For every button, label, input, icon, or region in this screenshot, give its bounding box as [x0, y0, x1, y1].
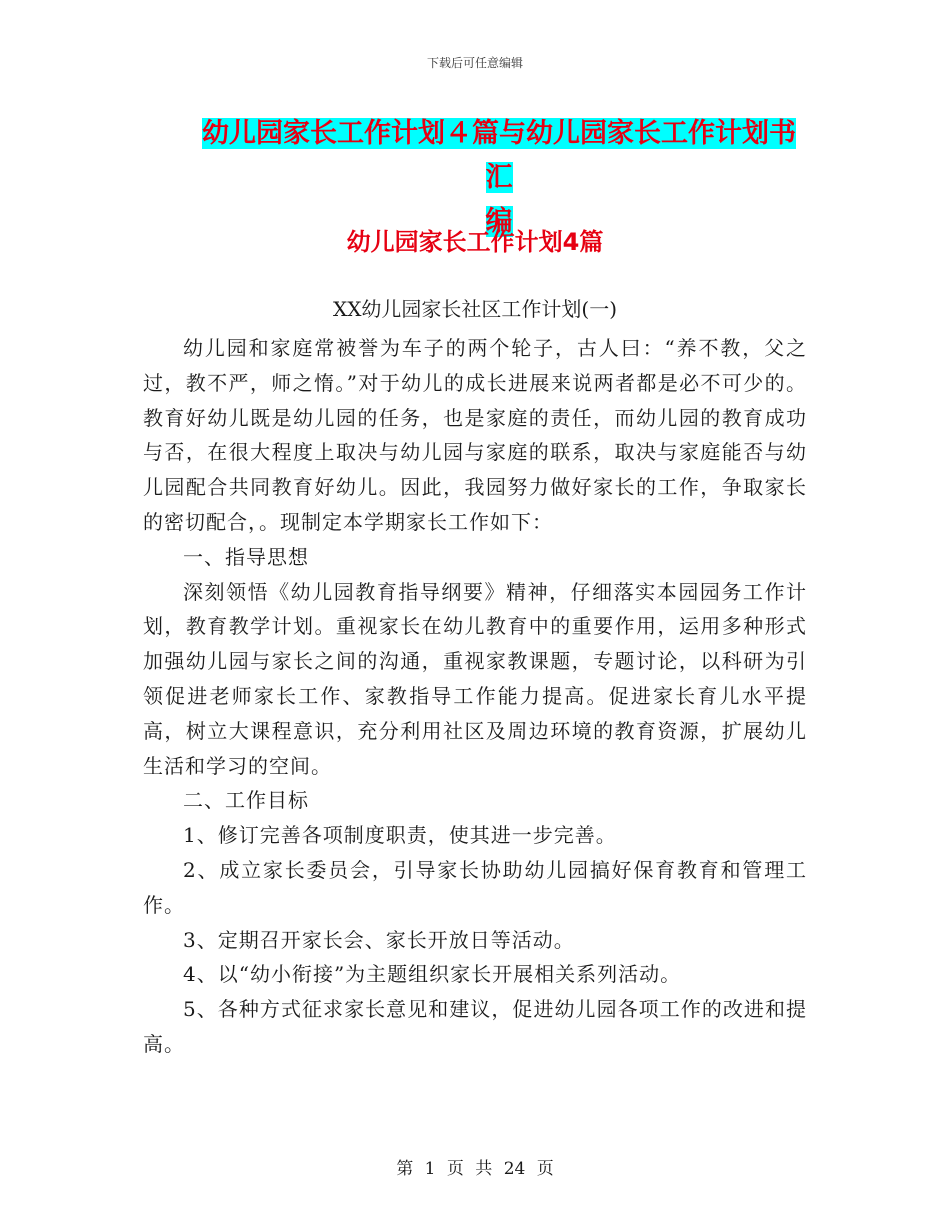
section-subheading: XX幼儿园家长社区工作计划(一) — [332, 297, 618, 321]
section-heading: 幼儿园家长工作计划4篇 — [346, 228, 604, 256]
heading-work-goals: 二、工作目标 — [183, 788, 309, 813]
paragraph-guiding-ideology: 深刻领悟《幼儿园教育指导纲要》精神，仔细落实本园园务工作计划，教育教学计划。重视家长在幼儿教育中的重要作用，运用多种形式加强幼儿园与家长之间的沟通，重视家教课题，专题讨论，以科研为引领促进老师家长工作、家教指导工作能力提高。促进家长育儿水平提高，树立大课程意识，充分利用社区及周边环境的教育资源，扩展幼儿生活和学习的空间。 — [143, 579, 807, 778]
goal-item-5: 5、各种方式征求家长意见和建议，促进幼儿园各项工作的改进和提高。 — [143, 997, 807, 1056]
goal-item-4: 4、以“幼小衔接”为主题组织家长开展相关系列活动。 — [183, 962, 682, 987]
main-title-line-2: 编 — [485, 206, 513, 237]
main-title-line-1: 幼儿园家长工作计划４篇与幼儿园家长工作计划书汇 — [202, 118, 796, 193]
goal-item-1: 1、修订完善各项制度职责，使其进一步完善。 — [183, 823, 617, 848]
paragraph-intro: 幼儿园和家庭常被誉为车子的两个轮子，古人曰：“养不教，父之过，教不严，师之惰。”对于幼儿的成长进展来说两者都是必不可少的。教育好幼儿既是幼儿园的任务，也是家庭的责任，而幼儿园的教育成功与否，在很大程度上取决与幼儿园与家庭的联系，取决与家庭能否与幼儿园配合共同教育好幼儿。因此，我园努力做好家长的工作，争取家长的密切配合，。现制定本学期家长工作如下： — [143, 336, 807, 534]
heading-guiding-ideology: 一、指导思想 — [183, 544, 309, 569]
goal-item-2: 2、成立家长委员会，引导家长协助幼儿园搞好保育教育和管理工作。 — [143, 857, 807, 917]
goal-item-3: 3、定期召开家长会、家长开放日等活动。 — [183, 927, 575, 952]
page-number-footer: 第 1 页 共 24 页 — [396, 1159, 554, 1179]
header-note: 下载后可任意编辑 — [426, 56, 523, 70]
body-text — [143, 331, 807, 1062]
